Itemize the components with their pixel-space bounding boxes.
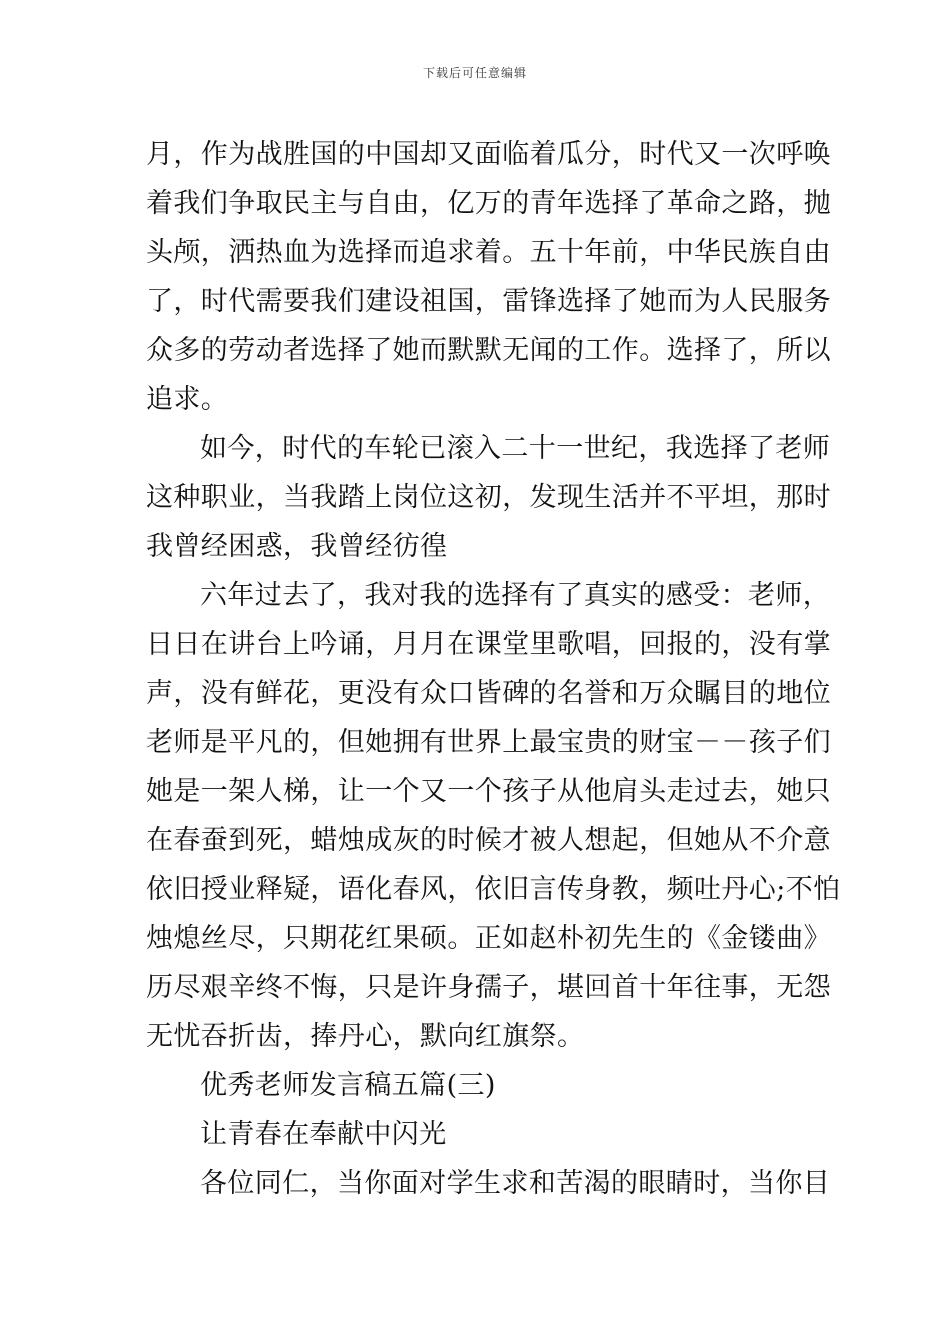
text-line: 让青春在奉献中闪光 [200,1119,447,1150]
text-line: 追求。 [146,384,229,415]
text-line: 各位同仁，当你面对学生求和苦渴的眼睛时，当你目 [200,1168,831,1199]
text-line: 声，没有鲜花，更没有众口皆碑的名誉和万众瞩目的地位 [146,678,831,709]
text-line: 在春蚕到死，蜡烛成灰的时候才被人想起，但她从不介意 [146,825,831,856]
text-line: 历尽艰辛终不悔，只是许身孺子，堪回首十年往事，无怨 [146,972,831,1003]
text-line: 这种职业，当我踏上岗位这初，发现生活并不平坦，那时 [146,482,831,513]
document-body [146,130,841,1208]
text-line: 如今，时代的车轮已滚入二十一世纪，我选择了老师 [200,433,831,464]
text-line: 依旧授业释疑，语化春风，依旧言传身教，频吐丹心;不怕 [146,874,841,905]
text-line: 了，时代需要我们建设祖国，雷锋选择了她而为人民服务 [146,286,831,317]
text-line: 头颅，洒热血为选择而追求着。五十年前，中华民族自由 [146,237,831,268]
text-line: 月，作为战胜国的中国却又面临着瓜分，时代又一次呼唤 [146,139,831,170]
text-line: 着我们争取民主与自由，亿万的青年选择了革命之路，抛 [146,188,831,219]
text-line: 六年过去了，我对我的选择有了真实的感受：老师， [200,580,831,611]
text-line: 烛熄丝尽，只期花红果硕。正如赵朴初先生的《金镂曲》 [146,923,831,954]
text-line: 我曾经困惑，我曾经彷徨 [146,531,448,562]
text-line: 无忧吞折齿，捧丹心，默向红旗祭。 [146,1021,585,1052]
page-header: 下载后可任意编辑 [422,66,527,80]
text-line: 她是一架人梯，让一个又一个孩子从他肩头走过去，她只 [146,776,831,807]
text-line: 老师是平凡的，但她拥有世界上最宝贵的财宝－－孩子们 [146,727,831,758]
text-line: 众多的劳动者选择了她而默默无闻的工作。选择了，所以 [146,335,831,366]
text-line: 优秀老师发言稿五篇(三) [200,1070,496,1101]
text-line: 日日在讲台上吟诵，月月在课堂里歌唱，回报的，没有掌 [146,629,831,660]
